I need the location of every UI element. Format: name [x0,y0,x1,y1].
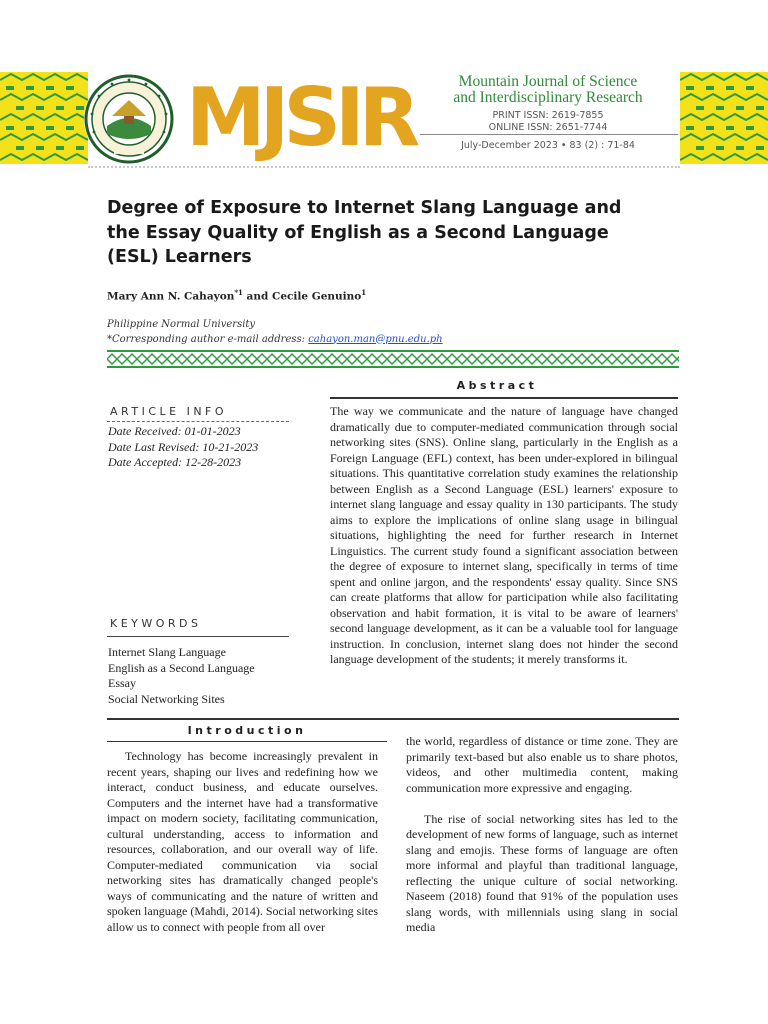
tribal-pattern-right [680,72,768,164]
article-dates [108,424,308,471]
article-title: Degree of Exposure to Internet Slang Language and the Essay Quality of English as a Second Language (ESL) Learners [107,198,622,267]
online-issn: ONLINE ISSN: 2651-7744 [488,122,608,133]
introduction-right-column [406,734,678,936]
abstract-heading: Abstract [456,379,538,392]
intro-paragraph: the world, regardless of distance or time zone. They are primarily text-based but also enable us to share photos, videos, and other multimedia content, making communication more expressive and engaging. [406,734,678,795]
journal-name-line2: and Interdisciplinary Research [453,89,643,106]
author-1: Mary Ann N. Cahayon [107,290,235,303]
author-1-marks: *1 [234,288,243,297]
affiliation-block [107,318,607,347]
keyword-item: Essay [108,676,136,690]
keyword-item: Social Networking Sites [108,691,225,706]
introduction-bottom-rule [107,741,387,742]
author-line [107,288,507,303]
journal-name [420,74,676,106]
corresponding-label: *Corresponding author e-mail address: [107,333,309,345]
keyword-item: English as a Second Language [108,660,255,675]
journal-logo: MJSIR [186,71,415,164]
date-revised: Date Last Revised: 10-21-2023 [108,439,259,454]
keywords-heading: KEYWORDS [110,617,202,630]
pattern-left-svg [0,72,88,164]
corresponding-author [107,333,607,348]
header-divider [420,134,678,135]
corresponding-email-link[interactable]: cahayon.man@pnu.edu.ph [308,333,443,345]
keywords-rule [107,636,289,637]
tribal-pattern-left [0,72,88,164]
keywords-list [108,645,308,707]
intro-paragraph: The rise of social networking sites has led to the development of new forms of language, such as internet slang and emojis. These forms of language are often more informal and playful than traditional language, reflecting the unique culture of social networking. Naseem (2018) found that 91% of the population uses slang words, with millennials using slang in social media [406,811,678,934]
keyword-item: Internet Slang Language [108,645,226,659]
introduction-top-rule [107,718,679,720]
affiliation: Philippine Normal University [107,319,256,330]
author-joiner: and [242,290,272,303]
print-issn: PRINT ISSN: 2619-7855 [492,110,604,121]
intro-paragraph: Technology has become increasingly prevalent in recent years, shaping our lives and redefining how we interact, conduct business, and educate ourselves. Computers and the internet have had a transformative impact on modern society, facilitating communication, cultural understanding, access to information and resources, collaboration, and our overall way of life. Computer-mediated communication via social networking sites has dramatically changed people's ways of communicating and the nature of written and spoken language (Mahdi, 2014). Social networking sites allow us to connect with people from all over [107,749,378,934]
abstract-rule [330,397,678,399]
header-dotted-rule [88,166,680,168]
abstract-text: The way we communicate and the nature of language have changed dramatically due to computer-mediated communication through social networking sites (SNS). Online slang, particularly in the English as a Foreign Language (EFL) context, has been under-explored in bilingual situations. This quantitative correlation study examines the relationship between English as a Second Language (ESL) learners' exposure to internet slang language and essay quality in 130 participants. The study aims to explore the implications of online slang usage in bilingual situations, highlighting the need for further research in Internet Linguistics. The current study found a significant association between the degree of exposure to internet slang, specifically in terms of time spent and online jargon, and the respondents' essay quality. Since SNS can create platforms that allow for participation while also facilitating observation and habit formation, it is vital to be aware of learners' second language development, as it can be a valuable tool for language instruction. In conclusion, internet slang does not hinder the second language development of the students; it merely transforms it. [330,404,678,666]
introduction-heading: Introduction [187,724,307,737]
date-received: Date Received: 01-01-2023 [108,424,241,438]
benguet-state-university-seal-icon [84,74,174,164]
article-info-heading: ARTICLE INFO [110,405,228,418]
introduction-left-column [107,749,378,935]
pattern-right-svg [680,72,768,164]
issue-info: July-December 2023 • 83 (2) : 71-84 [461,140,635,151]
green-pattern-divider [107,350,679,368]
article-info-rule [107,421,289,422]
author-2-marks: 1 [361,288,367,297]
date-accepted: Date Accepted: 12-28-2023 [108,455,242,469]
author-2: Cecile Genuino [271,290,362,303]
journal-name-line1: Mountain Journal of Science [458,73,638,90]
